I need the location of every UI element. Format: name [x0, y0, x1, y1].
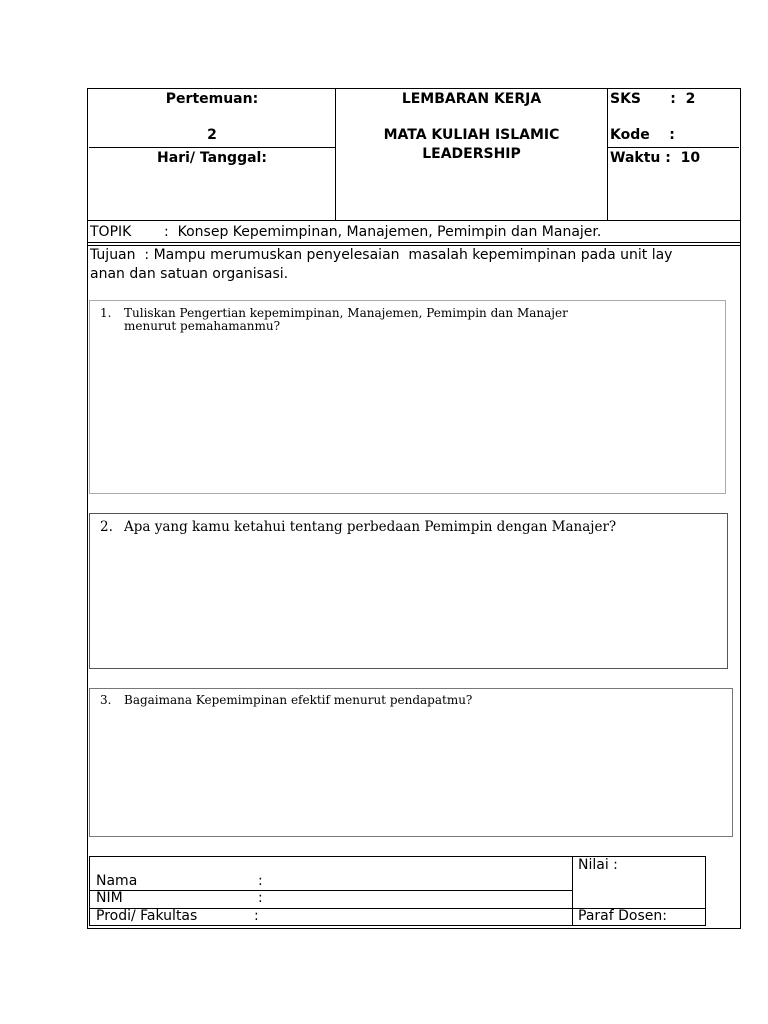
prodi-fakultas-label: Prodi/ Fakultas — [96, 908, 198, 924]
worksheet-title: LEMBARAN KERJA — [401, 91, 542, 107]
question-3-box[interactable] — [89, 688, 733, 837]
paraf-dosen-label: Paraf Dosen: — [578, 908, 667, 924]
question-1-text-line1: Tuliskan Pengertian kepemimpinan, Manajemen, Pemimpin dan Manajer — [124, 306, 568, 320]
pertemuan-value: 2 — [207, 127, 217, 143]
question-3-number: 3. — [100, 693, 112, 707]
question-2-box[interactable] — [89, 513, 728, 669]
nim-colon: : — [258, 890, 263, 906]
hari-tanggal-label: Hari/ Tanggal: — [157, 150, 267, 166]
course-title-line1: MATA KULIAH ISLAMIC — [383, 127, 560, 143]
course-title-line2: LEADERSHIP — [422, 146, 521, 162]
prodi-colon: : — [254, 908, 259, 924]
tujuan-line1: Tujuan : Mampu merumuskan penyelesaian masalah kepemimpinan pada unit lay — [90, 247, 673, 263]
question-1-text-line2: menurut pemahamanmu? — [124, 319, 281, 333]
question-3-text: Bagaimana Kepemimpinan efektif menurut pendapatmu? — [124, 693, 473, 707]
topik-text: : Konsep Kepemimpinan, Manajemen, Pemimpin dan Manajer. — [164, 224, 602, 240]
header-divider-right — [607, 89, 608, 221]
question-2-number: 2. — [100, 519, 113, 535]
nama-label: Nama — [96, 873, 138, 889]
kode-field: Kode : — [610, 127, 675, 143]
topik-label: TOPIK — [90, 224, 132, 240]
topik-rule-1 — [88, 242, 740, 243]
nama-colon: : — [258, 873, 263, 889]
question-1-number: 1. — [100, 306, 112, 320]
question-2-text: Apa yang kamu ketahui tentang perbedaan Pemimpin dengan Manajer? — [124, 519, 617, 535]
header-bottom-rule — [88, 220, 740, 221]
topik-rule-2 — [88, 245, 740, 246]
nilai-label: Nilai : — [578, 857, 618, 873]
header-rule-left — [89, 147, 335, 148]
pertemuan-label: Pertemuan: — [165, 91, 259, 107]
header-rule-right — [607, 147, 739, 148]
tujuan-line2: anan dan satuan organisasi. — [90, 266, 289, 282]
sks-field: SKS : 2 — [610, 91, 696, 107]
footer-rule-1 — [89, 890, 572, 891]
waktu-field: Waktu : 10 — [610, 150, 701, 166]
nim-label: NIM — [96, 890, 123, 906]
footer-divider — [572, 856, 573, 926]
